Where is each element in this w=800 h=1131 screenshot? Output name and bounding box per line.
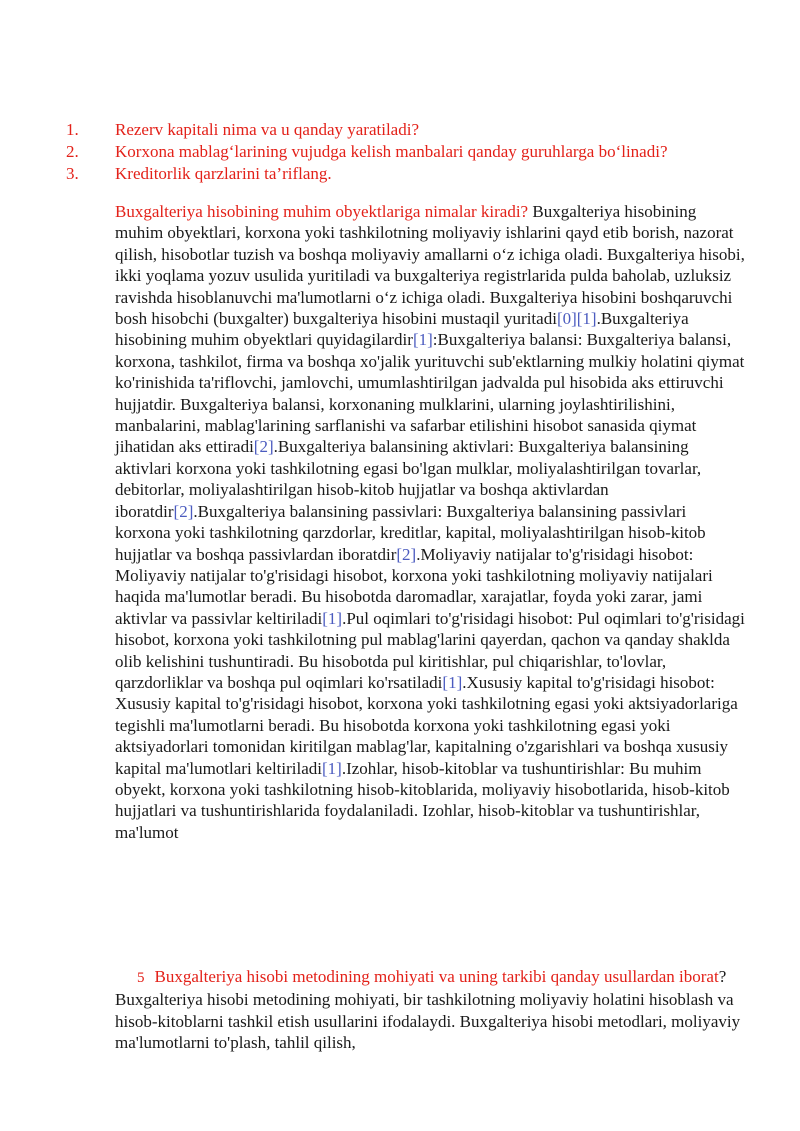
body-text: .Xususiy kapital to'g'risidagi hisobot: Xususiy kapital to'g'risidagi hisobot, korxona yoki tashkilotning egasi yoki aktsiyadorlariga tegishli ma'lumotlarni beradi. Bu hisobotda korxona yoki tashkilotning egasi yoki aktsiyadorlari tomonidan kiritilgan mablag'lar, kapitalning o'zgarishlari va boshqa xususiy kapital ma'lumotlari keltiriladi xyxy=(115,672,738,778)
question-text: Korxona mablag‘larining vujudga kelish manbalari qanday guruhlarga bo‘linadi? xyxy=(115,142,668,161)
citation-link[interactable]: [2] xyxy=(253,437,274,457)
list-number: 3. xyxy=(66,164,79,183)
question-text: Kreditorlik qarzlarini ta’riflang. xyxy=(115,164,332,183)
list-item xyxy=(66,119,668,141)
citation-link[interactable]: [1] xyxy=(322,758,342,778)
section-heading: Buxgalteriya hisobi metodining mohiyati va uning tarkibi qanday usullardan iborat xyxy=(154,967,719,986)
citation-link[interactable]: [1] xyxy=(576,309,597,329)
list-number: 1. xyxy=(66,120,79,139)
section-heading: Buxgalteriya hisobining muhim obyektlariga nimalar kiradi? xyxy=(115,202,529,221)
body-text: .Buxgalteriya hisobining muhim obyektlari quyidagilardir xyxy=(115,309,689,350)
citation-link[interactable]: [2] xyxy=(173,501,194,521)
citation-link[interactable]: [1] xyxy=(442,672,463,692)
body-text: :Buxgalteriya balansi: Buxgalteriya balansi, korxona, tashkilot, firma va boshqa xo'jalik yurituvchi sub'ektlarning mulkiy holatini qiymat ko'rinishida ta'riflovchi, jamlovchi, umumlashtirilgan jadvalda pul hisobida aks ettiruvchi hujjatdir. Buxgalteriya balansi, korxonaning mulklarini, ularning joylashtirilishini, manbalarini, mablag'larining sarflanishi va safarbar etilishini hisobot sanasida qiymat jihatidan aks ettiradi xyxy=(115,330,745,457)
citation-link[interactable]: [0] xyxy=(556,309,577,329)
list-number: 2. xyxy=(66,142,79,161)
answer-paragraph xyxy=(115,201,745,843)
body-text: .Buxgalteriya balansining passivlari: Buxgalteriya balansining passivlari korxona yoki tashkilotning qarzdorlar, kreditlar, kapital, moliyalashtirilgan hisob-kitob hujjatlar va boshqa passivlardan iboratdir xyxy=(115,501,706,564)
citation-link[interactable]: [1] xyxy=(322,608,343,628)
answer-paragraph xyxy=(115,966,745,1054)
body-text: .Pul oqimlari to'g'risidagi hisobot: Pul oqimlari to'g'risidagi hisobot, korxona yoki tashkilotning pul mablag'larini qayerdan, qachon va qanday shaklda olib kelishini tushuntiradi. Bu hisobotda pul kiritishlar, pul chiqarishlar, to'lovlar, qarzdorliklar va boshqa pul oqimlari ko'rsatiladi xyxy=(115,608,745,692)
citation-link[interactable]: [1] xyxy=(412,330,433,350)
body-text: .Moliyaviy natijalar to'g'risidagi hisobot: Moliyaviy natijalar to'g'risidagi hisobot, korxona yoki tashkilotning moliyaviy natijalari haqida ma'lumotlar beradi. Bu hisobotda daromadlar, xarajatlar, foyda yoki zarar, jami aktivlar va passivlar keltiriladi xyxy=(115,544,713,628)
citation-link[interactable]: [2] xyxy=(396,544,417,564)
body-text: .Izohlar, hisob-kitoblar va tushuntirishlar: Bu muhim obyekt, korxona yoki tashkilotning hisob-kitoblarida, moliyaviy hisobotlarida, hisob-kitob hujjatlari va tushuntirishlarida foydalaniladi. Izohlar, hisob-kitoblar va tushuntirishlar, ma'lumot xyxy=(115,758,730,842)
body-text: Buxgalteriya hisobining muhim obyektlari, korxona yoki tashkilotning moliyaviy ishlarini qayd etib borish, nazorat qilish, hisobotlar tuzish va boshqa moliyaviy amallarni o‘z ichiga oladi. Buxgalteriya hisobi, ikki yoqlama yozuv usulida yuritiladi va buxgalteriya registrlarida pulda baholab, uzluksiz ravishda hisoblanuvchi ma'lumotlarni o‘z ichiga oladi. Buxgalteriya hisobini boshqaruvchi bosh hisobchi (buxgalter) buxgalteriya hisobini mustaqil yuritadi xyxy=(115,202,745,329)
body-text: .Buxgalteriya balansining aktivlari: Buxgalteriya balansining aktivlari korxona yoki tashkilotning egasi bo'lgan mulklar, moliyalashtirilgan tovarlar, debitorlar, moliyalashtirilgan hisob-kitob hujjatlar va boshqa aktivlardan iboratdir xyxy=(115,437,702,521)
section-number: 5 xyxy=(137,970,145,986)
question-list xyxy=(66,119,668,185)
question-text: Rezerv kapitali nima va u qanday yaratiladi? xyxy=(115,120,419,139)
list-item xyxy=(66,163,668,185)
body-text: ? Buxgalteriya hisobi metodining mohiyati, bir tashkilotning moliyaviy holatini hisoblash va hisob-kitoblarni tashkil etish usullarini ifodalaydi. Buxgalteriya hisobi metodlari, moliyaviy ma'lumotlarni to'plash, tahlil qilish, xyxy=(115,967,741,1053)
list-item xyxy=(66,141,668,163)
